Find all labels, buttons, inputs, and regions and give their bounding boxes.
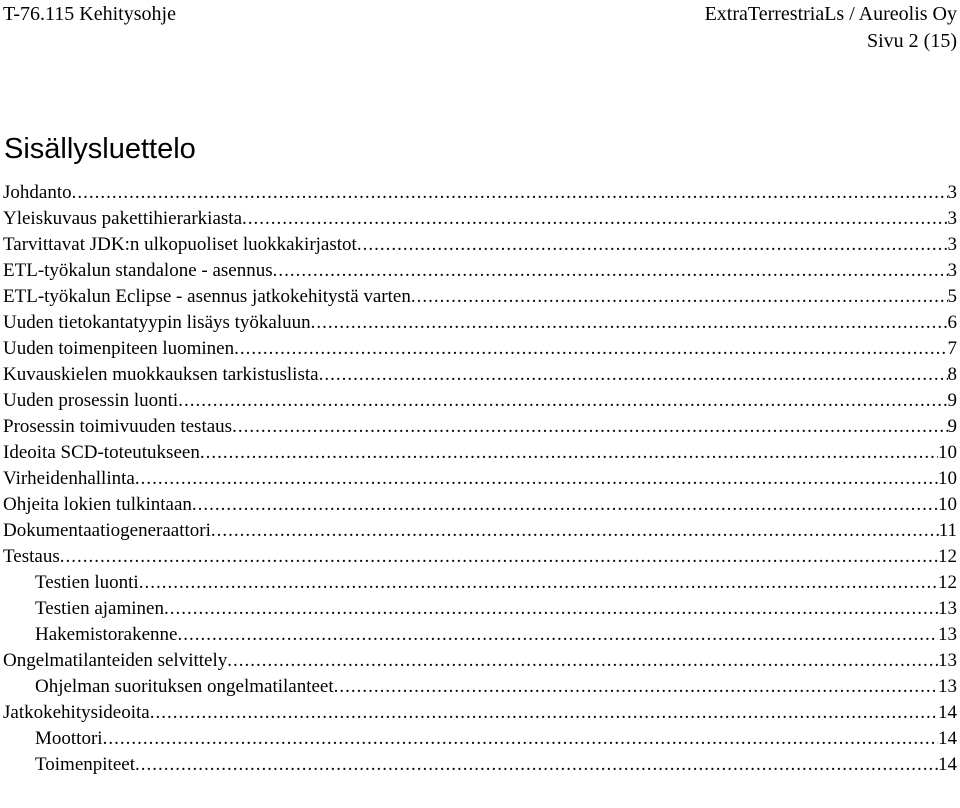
toc-entry-page: 13 [938,624,957,645]
toc-entry-label: Hakemistorakenne [35,624,178,645]
toc-entry[interactable] [0,310,957,336]
page-number: Sivu 2 (15) [867,30,957,52]
toc-leader-dots [242,206,947,232]
toc-entry-page: 3 [947,234,957,255]
toc-entry-page: 6 [947,312,957,333]
toc-entry-label: Kuvauskielen muokkauksen tarkistuslista [3,364,319,385]
toc-leader-dots [72,180,948,206]
toc-entry-page: 9 [947,416,957,437]
toc-leader-dots [311,310,948,336]
toc-entry[interactable] [0,362,957,388]
toc-entry-label: Yleiskuvaus pakettihierarkiasta [3,208,243,229]
toc-entry[interactable] [0,492,957,518]
toc-entry-page: 3 [947,208,957,229]
toc-entry-page: 9 [947,390,957,411]
toc-entry[interactable] [0,180,957,206]
toc-leader-dots [60,544,938,570]
toc-leader-dots [135,752,938,778]
toc-leader-dots [411,284,948,310]
toc-entry-label: ETL-työkalun standalone - asennus [3,260,273,281]
toc-entry[interactable] [0,596,957,622]
toc-entry[interactable] [0,648,957,674]
toc-entry[interactable] [0,284,957,310]
toc-entry-page: 10 [938,494,957,515]
toc-entry[interactable] [0,518,957,544]
toc-leader-dots [139,570,938,596]
toc-entry-page: 13 [938,650,957,671]
toc-entry-page: 13 [938,676,957,697]
toc-leader-dots [150,700,938,726]
toc-entry-page: 5 [947,286,957,307]
toc-entry[interactable] [0,752,957,778]
toc-entry[interactable] [0,206,957,232]
toc-entry[interactable] [0,674,957,700]
page-header [0,0,960,60]
toc-entry-label: Testaus [3,546,60,567]
toc-entry[interactable] [0,570,957,596]
toc-entry-page: 7 [947,338,957,359]
toc-entry-label: Virheidenhallinta [3,468,135,489]
header-right [705,4,957,58]
toc-entry[interactable] [0,232,957,258]
toc-entry-label: Testien ajaminen [35,598,164,619]
toc-leader-dots [192,492,938,518]
toc-entry-label: Tarvittavat JDK:n ulkopuoliset luokkakirjastot [3,234,357,255]
toc-entry[interactable] [0,544,957,570]
toc-leader-dots [319,362,948,388]
toc-entry[interactable] [0,440,957,466]
toc-entry-label: Dokumentaatiogeneraattori [3,520,211,541]
table-of-contents [0,180,957,778]
toc-entry-label: Toimenpiteet [35,754,135,775]
toc-entry[interactable] [0,726,957,752]
toc-leader-dots [334,674,938,700]
toc-entry-label: Johdanto [3,182,72,203]
toc-leader-dots [227,648,938,674]
toc-entry[interactable] [0,466,957,492]
toc-leader-dots [211,518,939,544]
organization-name: ExtraTerrestriaLs / Aureolis Oy [704,3,957,25]
toc-entry-page: 12 [938,546,957,567]
toc-entry-label: ETL-työkalun Eclipse - asennus jatkokehitystä varten [3,286,411,307]
toc-entry[interactable] [0,414,957,440]
toc-entry-page: 10 [938,468,957,489]
toc-entry[interactable] [0,388,957,414]
toc-leader-dots [135,466,938,492]
toc-entry-label: Jatkokehitysideoita [3,702,150,723]
toc-entry-page: 14 [938,754,957,775]
toc-entry-page: 10 [938,442,957,463]
toc-entry[interactable] [0,622,957,648]
toc-entry-page: 12 [938,572,957,593]
toc-leader-dots [234,336,947,362]
toc-leader-dots [177,622,938,648]
toc-title: Sisällysluettelo [4,133,196,165]
toc-entry-label: Uuden prosessin luonti [3,390,179,411]
toc-entry-label: Ohjelman suorituksen ongelmatilanteet [35,676,334,697]
toc-entry-label: Ongelmatilanteiden selvittely [3,650,228,671]
toc-entry-page: 3 [947,182,957,203]
toc-leader-dots [103,726,938,752]
toc-entry-page: 3 [947,260,957,281]
toc-leader-dots [273,258,948,284]
toc-entry-page: 13 [938,598,957,619]
toc-entry[interactable] [0,258,957,284]
toc-entry[interactable] [0,700,957,726]
toc-entry-page: 14 [938,702,957,723]
toc-entry-label: Uuden tietokantatyypin lisäys työkaluun [3,312,311,333]
toc-entry-label: Moottori [35,728,103,749]
toc-entry[interactable] [0,336,957,362]
toc-entry-label: Ohjeita lokien tulkintaan [3,494,192,515]
toc-entry-label: Prosessin toimivuuden testaus [3,416,233,437]
toc-leader-dots [357,232,948,258]
toc-entry-page: 14 [938,728,957,749]
toc-leader-dots [232,414,947,440]
toc-leader-dots [164,596,938,622]
toc-entry-page: 8 [947,364,957,385]
toc-entry-label: Ideoita SCD-toteutukseen [3,442,200,463]
toc-leader-dots [178,388,947,414]
toc-leader-dots [200,440,938,466]
toc-entry-label: Testien luonti [35,572,139,593]
course-title: T-76.115 Kehitysohje [3,3,176,25]
toc-entry-page: 11 [938,520,957,541]
toc-entry-label: Uuden toimenpiteen luominen [3,338,235,359]
